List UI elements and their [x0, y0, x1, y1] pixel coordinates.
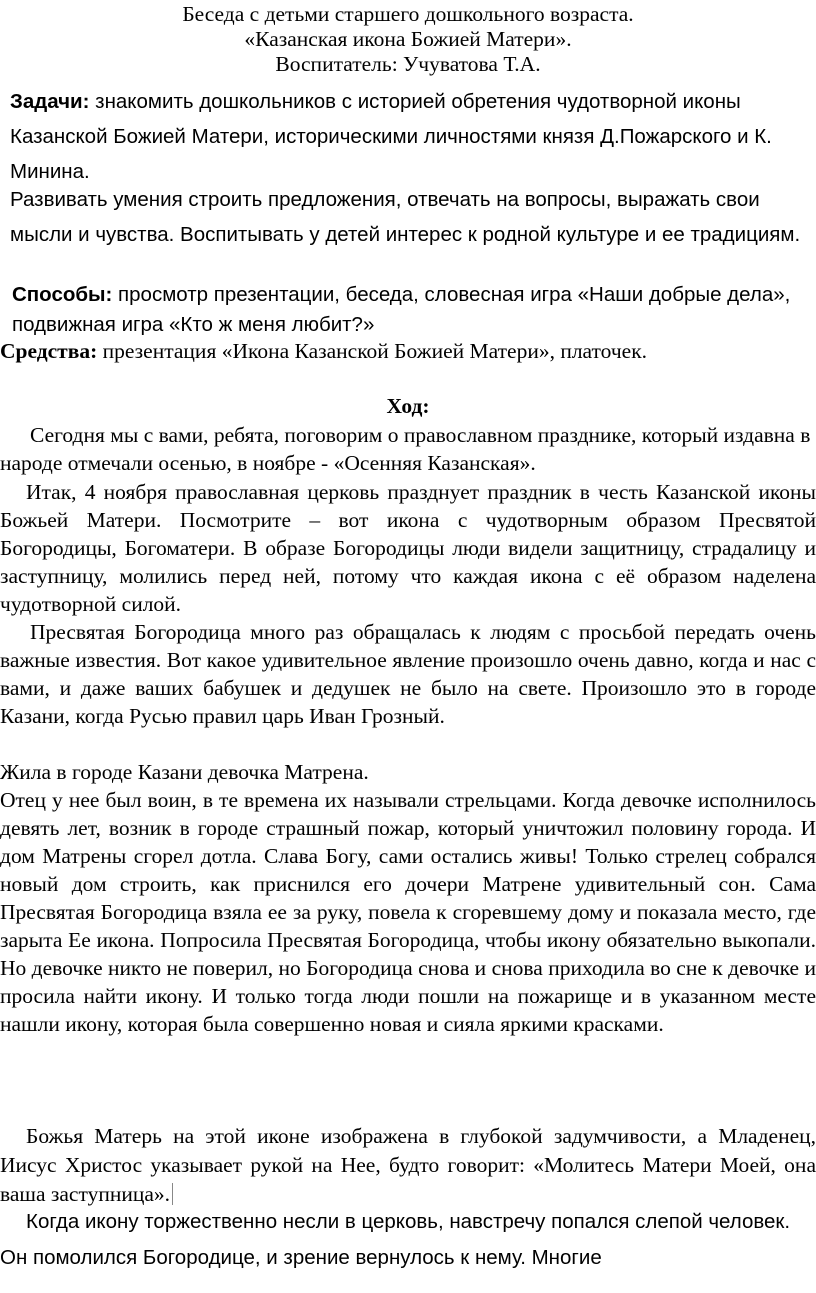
document-header: [0, 2, 816, 77]
paragraph-4: Жила в городе Казани девочка Матрена.: [0, 760, 369, 784]
text-cursor: [172, 1183, 173, 1205]
paragraph-6-text: Божья Матерь на этой иконе изображена в глубокой задумчивости, а Младенец, Иисус Христос указывает рукой на Нее, будто говорит: «Молитесь Матери Моей, она ваша заступница».: [0, 1124, 816, 1206]
header-teacher: Воспитатель: Учуватова Т.А.: [275, 52, 541, 76]
paragraph-6: [0, 1122, 816, 1209]
section-heading: Ход:: [386, 394, 430, 418]
paragraph-3: Пресвятая Богородица много раз обращалась к людям с просьбой передать очень важные известия. Вот какое удивительное явление произошло очень давно, когда и нас с вами, и даже ваших бабушек и дедушек не было на свете. Произошло это в городе Казани, когда Русью правил царь Иван Грозный.: [0, 620, 816, 728]
methods-paragraph: [12, 280, 802, 340]
tasks-text-2: Развивать умения строить предложения, отвечать на вопросы, выражать свои мысли и чувства. Воспитывать у детей интерес к родной культуре и ее традициям.: [10, 188, 801, 246]
tasks-paragraph: [10, 84, 810, 189]
paragraph-1: Сегодня мы с вами, ребята, поговорим о православном празднике, который издавна в народе отмечали осенью, в ноябре - «Осенняя Казанская».: [0, 423, 811, 475]
means-paragraph: [0, 338, 816, 364]
tasks-paragraph-2: [10, 182, 810, 252]
paragraph-2: Итак, 4 ноября православная церковь празднует праздник в честь Казанской иконы Божьей Матери. Посмотрите – вот икона с чудотворным образом Пресвятой Богородицы, Богоматери. В образе Богородицы люди видели защитницу, страдалицу и заступницу, молились перед ней, потому что каждая икона с её образом наделена чудотворной силой.: [0, 480, 816, 616]
header-title: Беседа с детьми старшего дошкольного возраста.: [182, 2, 634, 26]
methods-label: Способы:: [12, 283, 113, 306]
paragraph-7: Когда икону торжественно несли в церковь, навстречу попался слепой человек. Он помолился Богородице, и зрение вернулось к нему. Многие: [0, 1210, 791, 1269]
means-label: Средства:: [0, 339, 98, 363]
methods-text: просмотр презентации, беседа, словесная игра «Наши добрые дела», подвижная игра «Кто ж меня любит?»: [12, 283, 791, 336]
tasks-text: знакомить дошкольников с историей обретения чудотворной иконы Казанской Божией Матери, историческими личностями князя Д.Пожарского и К. Минина.: [10, 90, 772, 183]
paragraph-5: Отец у нее был воин, в те времена их называли стрельцами. Когда девочке исполнилось девять лет, возник в городе страшный пожар, который уничтожил половину города. И дом Матрены сгорел дотла. Слава Богу, сами остались живы! Только стрелец собрался новый дом строить, как приснился его дочери Матрене удивительный сон. Сама Пресвятая Богородица взяла ее за руку, повела к сгоревшему дому и показала место, где зарыта Ее икона. Попросила Пресвятая Богородица, чтобы икону обязательно выкопали. Но девочке никто не поверил, но Богородица снова и снова приходила во сне к девочке и просила найти икону. И только тогда люди пошли на пожарище и в указанном месте нашли икону, которая была совершенно новая и сияла яркими красками.: [0, 788, 816, 1036]
header-subtitle: «Казанская икона Божией Матери».: [244, 27, 572, 51]
tasks-label: Задачи:: [10, 90, 90, 113]
means-text: презентация «Икона Казанской Божией Матери», платочек.: [97, 339, 648, 363]
